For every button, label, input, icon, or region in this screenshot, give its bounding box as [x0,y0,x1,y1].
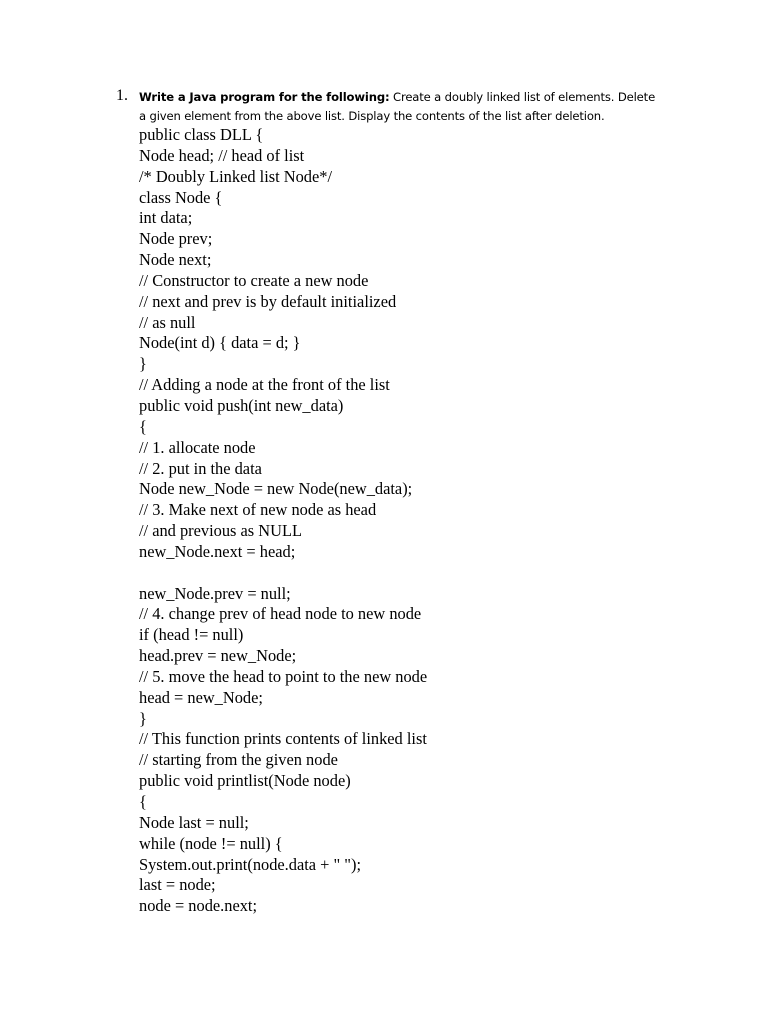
code-line: Node last = null; [139,812,249,832]
code-line: // This function prints contents of linked list [139,729,427,749]
code-line: { [139,416,147,436]
code-line: class Node { [139,187,223,207]
code-line: // as null [139,312,196,332]
list-item-number: 1. [116,87,128,104]
code-line: while (node != null) { [139,833,283,853]
code-line: // Constructor to create a new node [139,270,369,290]
question-body: Create a doubly linked list of elements. Delete a given element from the above list. Display the contents of the list after deletion. [139,90,656,123]
code-line: if (head != null) [139,625,244,645]
code-line: /* Doubly Linked list Node*/ [139,166,333,186]
code-line: Node new_Node = new Node(new_data); [139,479,413,499]
code-line: // Adding a node at the front of the list [139,375,390,395]
code-line: // and previous as NULL [139,521,302,541]
code-line: public class DLL { [139,125,264,144]
code-line: head.prev = new_Node; [139,646,297,666]
code-line: head = new_Node; [139,687,263,707]
code-line: Node next; [139,250,212,270]
code-line: } [139,354,147,374]
code-line: { [139,792,147,811]
code-line: System.out.print(node.data + " "); [139,854,362,874]
code-line: new_Node.next = head; [139,541,296,561]
code-line: Node(int d) { data = d; } [139,333,301,353]
code-line: // 3. Make next of new node as head [139,500,377,520]
code-line: new_Node.prev = null; [139,583,291,603]
code-line: // 2. put in the data [139,458,262,478]
question-text [139,88,659,126]
code-line: Node head; // head of list [139,145,305,165]
question-label: Write a Java program for the following: [139,90,390,104]
code-line: // 5. move the head to point to the new node [139,666,428,686]
code-line: node = node.next; [139,896,258,916]
code-line: int data; [139,208,193,228]
code-line: } [139,708,147,728]
code-line: // 4. change prev of head node to new node [139,604,422,624]
code-line: public void push(int new_data) [139,395,344,415]
code-line: // starting from the given node [139,750,338,770]
code-line: // next and prev is by default initialized [139,291,397,311]
code-line: public void printlist(Node node) [139,771,351,791]
code-block [139,125,739,917]
code-line [139,563,739,584]
code-line: // 1. allocate node [139,437,256,457]
code-line: last = node; [139,875,216,895]
code-line: Node prev; [139,229,213,249]
